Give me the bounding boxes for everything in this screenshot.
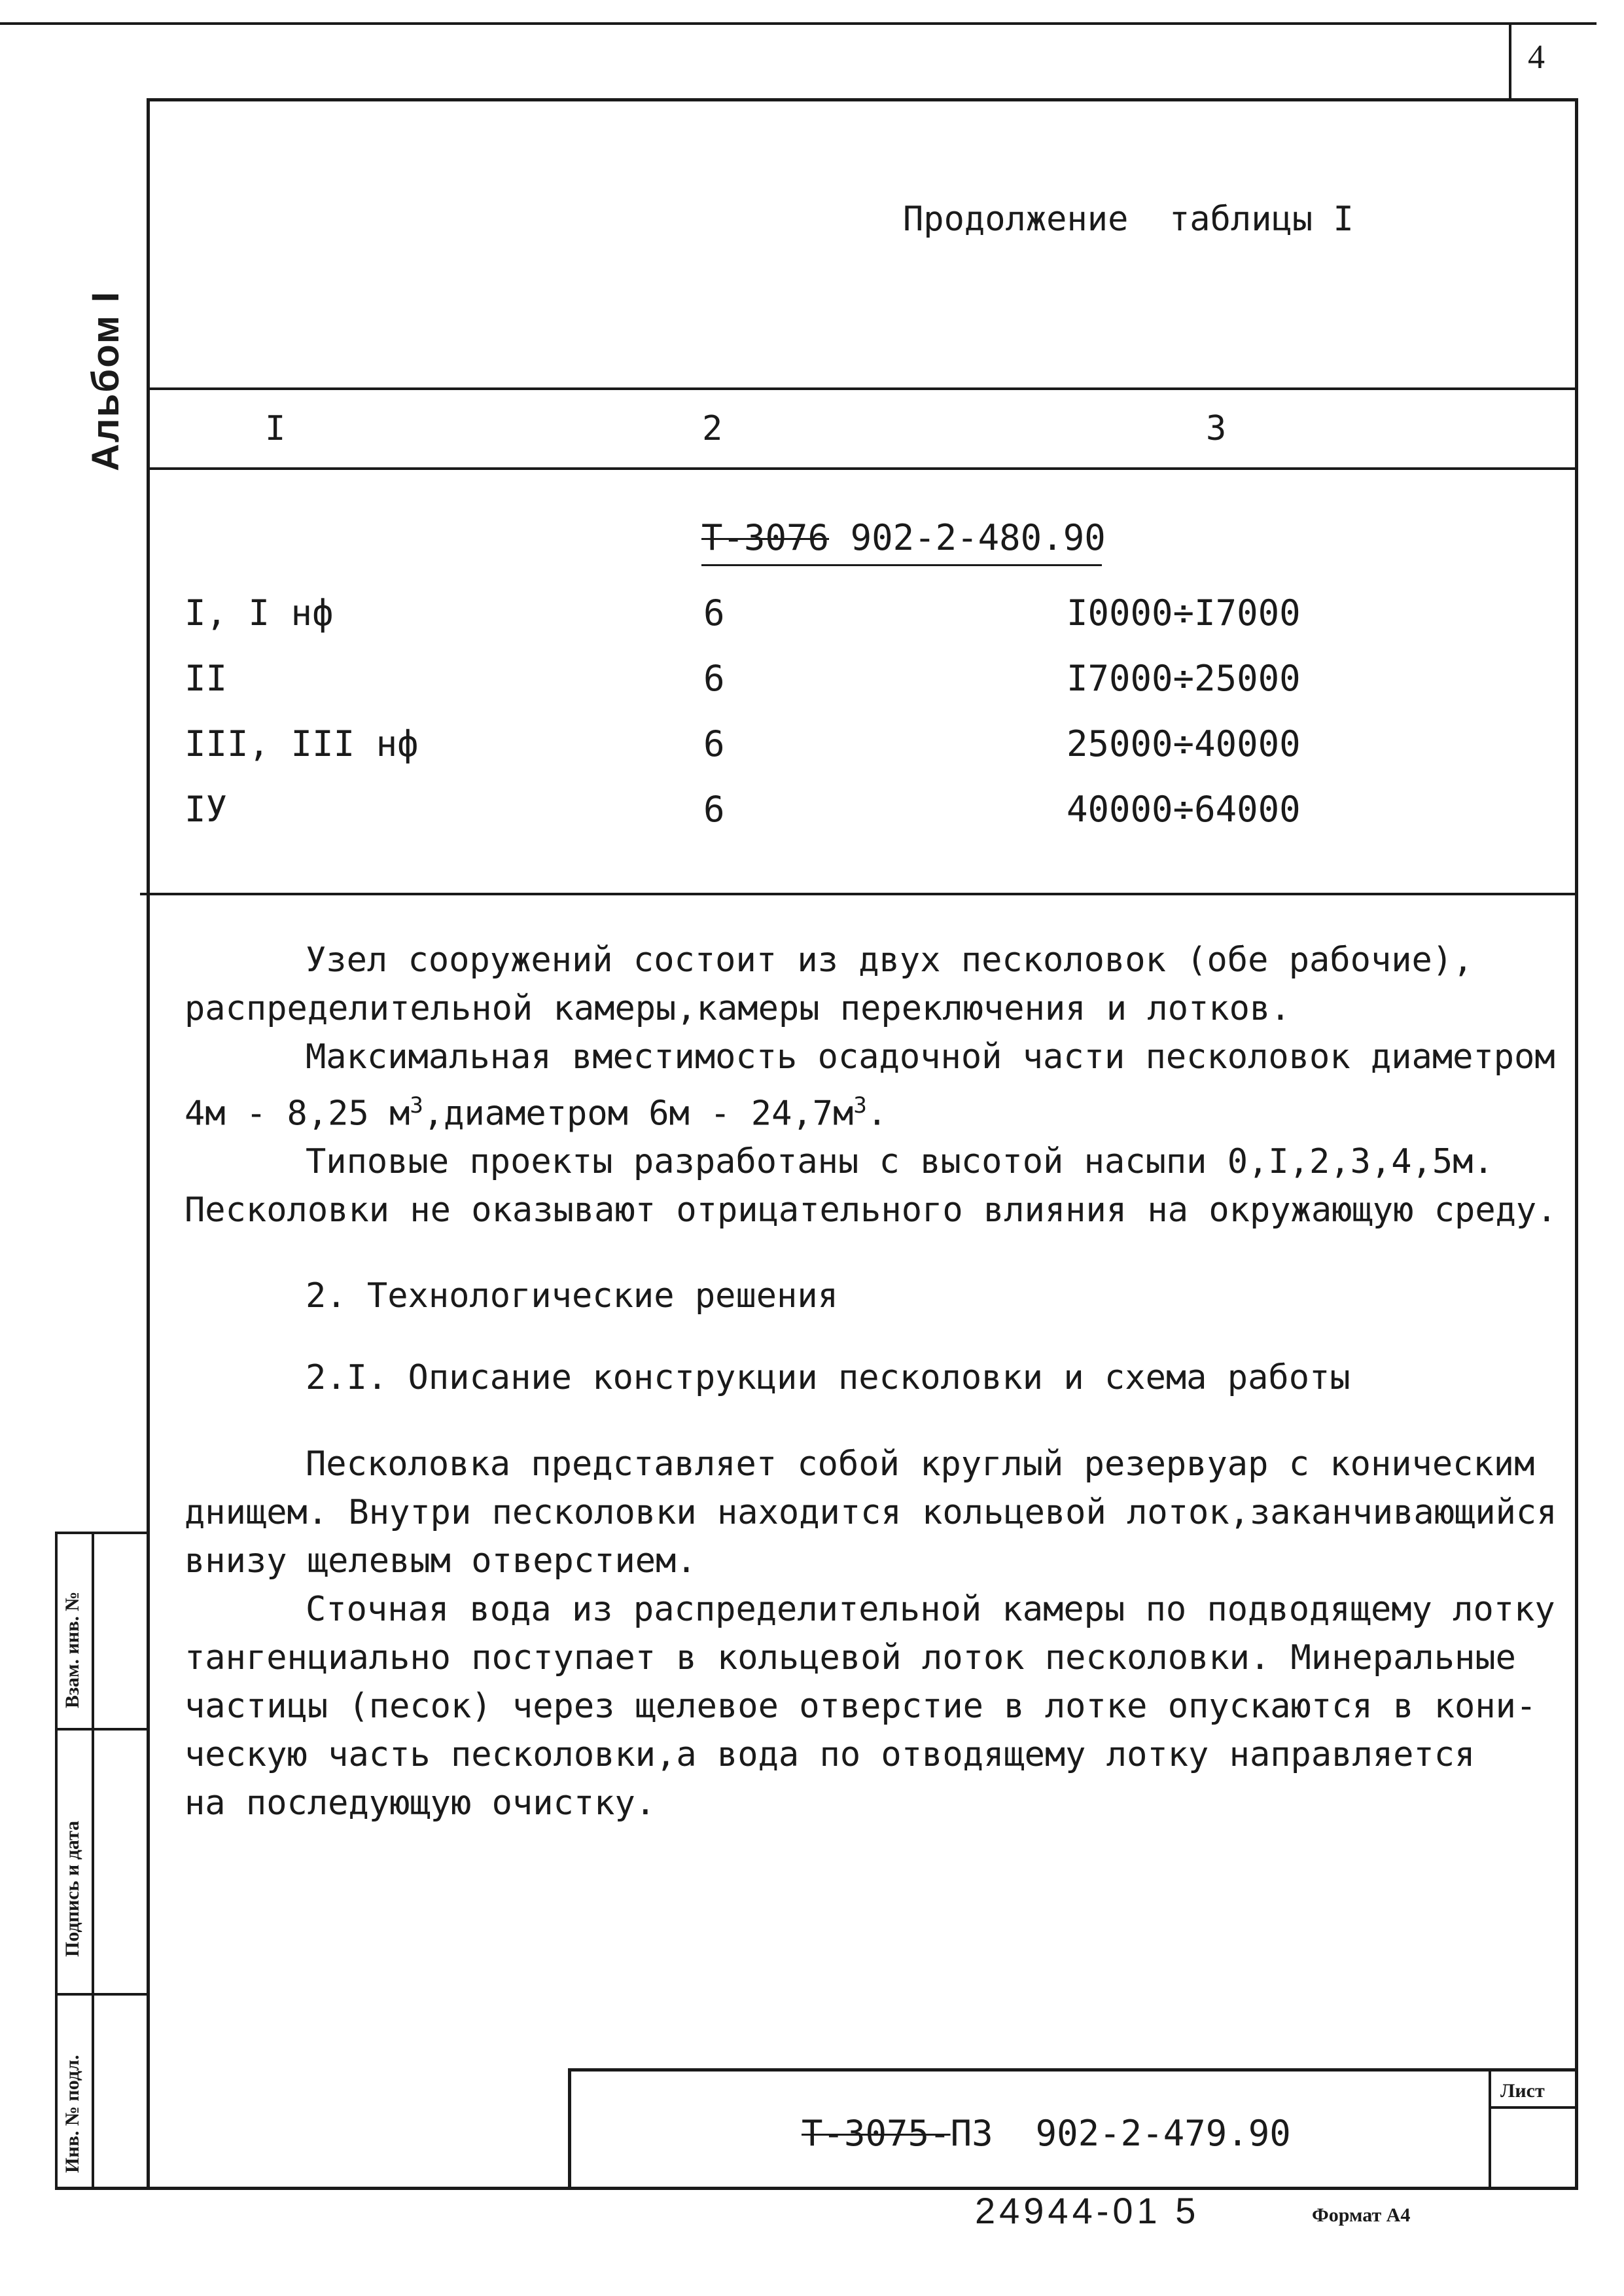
title-block-sheet-divider bbox=[1489, 2106, 1578, 2109]
table-bottom-line bbox=[140, 893, 1578, 895]
text-fragment: ,диаметром 6м - 24,7м bbox=[423, 1094, 854, 1134]
table-row-2-col3: I7000÷25000 bbox=[1067, 658, 1301, 699]
document-code-value: 902-2-479.90 bbox=[1035, 2113, 1291, 2154]
title-block-sheet-left bbox=[1489, 2068, 1491, 2190]
paragraph-line: распределительной камеры,камеры переключения и лотков. bbox=[185, 989, 1291, 1028]
construction-description bbox=[185, 1440, 1557, 1827]
format-label: Формат А4 bbox=[1312, 2204, 1411, 2226]
top-border-line bbox=[0, 22, 1597, 25]
text-fragment: . bbox=[866, 1094, 888, 1134]
paragraph-line: Сточная вода из распределительной камеры по подводящему лотку bbox=[306, 1590, 1555, 1629]
document-code-suffix: ПЗ bbox=[950, 2113, 993, 2154]
frame-left bbox=[147, 98, 150, 2190]
section-heading-2-1: 2.I. Описание конструкции песколовки и схема работы bbox=[306, 1358, 1350, 1397]
superscript: 3 bbox=[410, 1092, 423, 1119]
title-block-top bbox=[568, 2068, 1578, 2072]
table-header-bottom-line bbox=[147, 467, 1578, 470]
paragraph-line: Песколовки не оказывают отрицательного влияния на окружающую среду. bbox=[185, 1191, 1557, 1230]
table-row-3-col2: 6 bbox=[703, 723, 725, 764]
frame-right bbox=[1575, 98, 1578, 2190]
table-header-top-line bbox=[147, 387, 1578, 390]
section-code-struck: Т-3076 bbox=[701, 517, 830, 558]
side-stamp-divider bbox=[55, 1728, 147, 1731]
table-row-4-col2: 6 bbox=[703, 789, 725, 830]
text-fragment: 4м - 8,25 м bbox=[185, 1094, 410, 1134]
section-code bbox=[701, 517, 1106, 558]
table-row-1-col3: I0000÷I7000 bbox=[1067, 592, 1301, 634]
table-row-2-col2: 6 bbox=[703, 658, 725, 699]
paragraph-line: тангенциально поступает в кольцевой лоток песколовки. Минеральные bbox=[185, 1638, 1516, 1677]
paragraph-line: внизу щелевым отверстием. bbox=[185, 1541, 697, 1581]
document-code bbox=[802, 2113, 1291, 2154]
frame-bottom bbox=[55, 2187, 1578, 2190]
paragraph-line bbox=[185, 1081, 1539, 1138]
paragraph-line: Максимальная вместимость осадочной части песколовок диаметром bbox=[306, 1037, 1555, 1077]
column-header-2: 2 bbox=[702, 409, 723, 448]
side-stamp-top bbox=[55, 1532, 147, 1534]
table-row-4-col1: IУ bbox=[185, 789, 228, 830]
section-heading-2: 2. Технологические решения bbox=[306, 1276, 838, 1316]
archive-number: 24944-01 5 bbox=[975, 2190, 1200, 2231]
paragraph-line: Узел сооружений состоит из двух песколовок (обе рабочие), bbox=[306, 941, 1474, 980]
page-number-box-left bbox=[1509, 22, 1511, 99]
side-label-inv-orig: Инв. № подл. bbox=[62, 2054, 83, 2173]
table-row-4-col3: 40000÷64000 bbox=[1067, 789, 1301, 830]
section-code-underline bbox=[701, 564, 1102, 566]
document-code-struck: Т-3075- bbox=[802, 2113, 951, 2154]
paragraph-line: Типовые проекты разработаны с высотой насыпи 0,I,2,3,4,5м. bbox=[306, 1142, 1494, 1182]
page-number: 4 bbox=[1528, 39, 1545, 76]
side-stamp-divider bbox=[55, 1993, 147, 1996]
paragraph-line: частицы (песок) через щелевое отверстие в лотке опускаются в кони- bbox=[185, 1687, 1537, 1726]
description-block bbox=[185, 936, 1557, 1234]
side-stamp-inner bbox=[92, 1532, 94, 2190]
table-row-3-col1: III, III нф bbox=[185, 723, 419, 764]
continuation-title: Продолжение таблицы I bbox=[903, 200, 1354, 239]
paragraph-line: Песколовка представляет собой круглый резервуар с коническим bbox=[306, 1444, 1535, 1484]
table-row-3-col3: 25000÷40000 bbox=[1067, 723, 1301, 764]
title-block-left bbox=[568, 2068, 571, 2190]
table-row-1-col2: 6 bbox=[703, 592, 725, 634]
paragraph-line: на последующую очистку. bbox=[185, 1784, 656, 1823]
frame-top bbox=[147, 98, 1578, 101]
album-label: Альбом I bbox=[84, 290, 127, 471]
sheet-label: Лист bbox=[1500, 2080, 1545, 2102]
superscript: 3 bbox=[853, 1092, 867, 1119]
paragraph-line: днищем. Внутри песколовки находится кольцевой лоток,заканчивающийся bbox=[185, 1493, 1557, 1532]
column-header-1: I bbox=[265, 409, 286, 448]
table-row-2-col1: II bbox=[185, 658, 228, 699]
side-label-inv-sub: Взам. инв. № bbox=[62, 1591, 83, 1708]
side-stamp-outer bbox=[55, 1532, 58, 2190]
column-header-3: 3 bbox=[1206, 409, 1227, 448]
table-row-1-col1: I, I нф bbox=[185, 592, 334, 634]
section-code-value: 902-2-480.90 bbox=[850, 517, 1106, 558]
side-label-signature-date: Подпись и дата bbox=[62, 1820, 83, 1957]
paragraph-line: ческую часть песколовки,а вода по отводящему лотку направляется bbox=[185, 1735, 1475, 1774]
